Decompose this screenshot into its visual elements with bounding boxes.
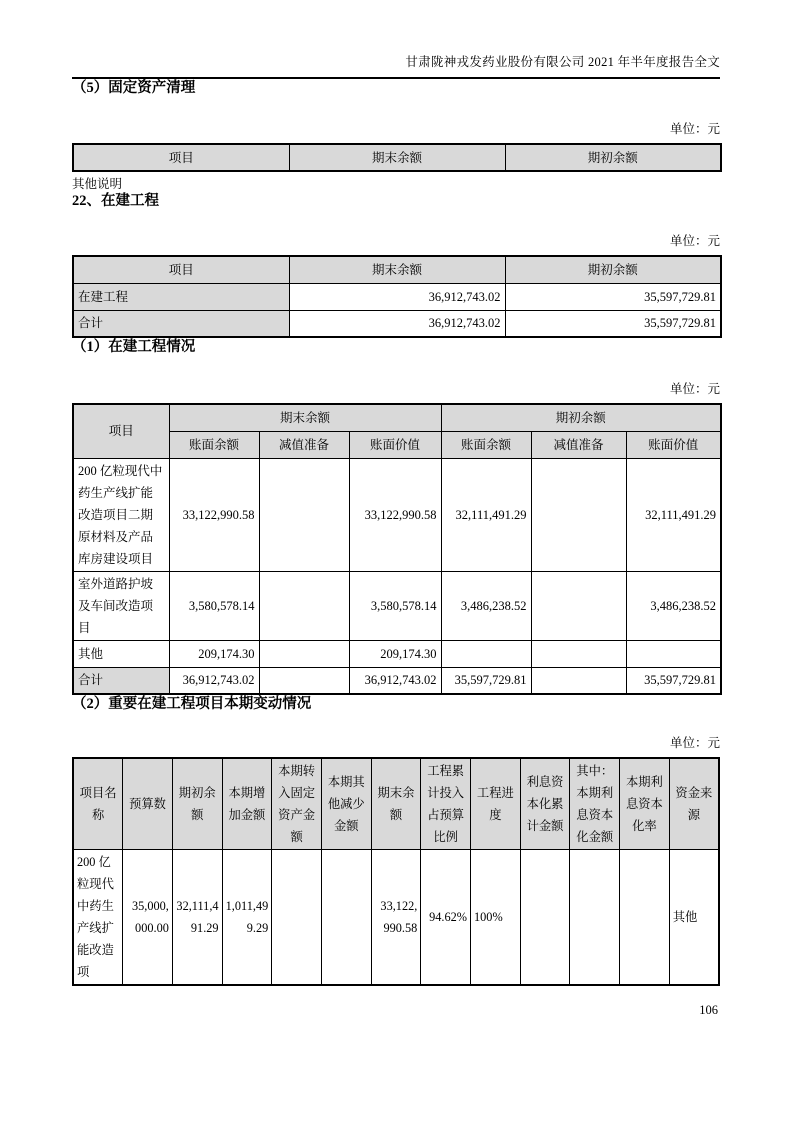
header-cell-item: 项目 xyxy=(73,404,169,458)
ending-balance-cell: 36,912,743.02 xyxy=(289,283,505,310)
total-row xyxy=(73,667,721,694)
header-cell-beginning-balance: 期初余额 xyxy=(505,144,721,171)
section-heading-cip-details: （1）在建工程情况 xyxy=(72,339,196,355)
value-cell: 3,486,238.52 xyxy=(626,571,721,640)
header-investment-to-budget-ratio: 工程累计投入占预算比例 xyxy=(421,758,471,850)
header-capitalized-interest-accumulated: 利息资本化累计金额 xyxy=(520,758,570,850)
header-current-increase: 本期增加金额 xyxy=(222,758,272,850)
header-cell-item: 项目 xyxy=(73,256,289,283)
header-other-decrease: 本期其他减少金额 xyxy=(321,758,371,850)
value-cell xyxy=(626,640,721,667)
value-cell xyxy=(259,571,349,640)
header-project-name: 项目名称 xyxy=(73,758,123,850)
header-cell-ending-balance: 期末余额 xyxy=(289,144,505,171)
header-beginning-balance: 期初余额 xyxy=(172,758,222,850)
beginning-balance-cell: 35,597,729.81 xyxy=(505,283,721,310)
value-cell: 3,486,238.52 xyxy=(441,571,531,640)
value-cell: 209,174.30 xyxy=(169,640,259,667)
fixed-asset-disposal-table xyxy=(72,143,722,172)
ending-balance-cell: 36,912,743.02 xyxy=(289,310,505,337)
table-header-row xyxy=(73,144,721,171)
section-heading-major-cip-changes: （2）重要在建工程项目本期变动情况 xyxy=(72,696,312,712)
unit-label: 单位：元 xyxy=(669,234,720,248)
value-cell xyxy=(259,640,349,667)
investment-ratio-cell: 94.62% xyxy=(421,850,471,986)
value-cell: 32,111,491.29 xyxy=(626,458,721,571)
section-heading-construction-in-progress: 22、在建工程 xyxy=(72,193,159,209)
subheader-book-value: 账面价值 xyxy=(349,431,441,458)
other-note: 其他说明 xyxy=(72,177,123,191)
subheader-impairment: 减值准备 xyxy=(259,431,349,458)
table-subheader-row xyxy=(73,431,721,458)
value-cell: 35,597,729.81 xyxy=(441,667,531,694)
value-cell xyxy=(259,458,349,571)
section-heading-fixed-asset-disposal: （5）固定资产清理 xyxy=(72,80,196,96)
header-ending-balance: 期末余额 xyxy=(371,758,421,850)
value-cell xyxy=(441,640,531,667)
ending-balance-cell: 33,122,990.58 xyxy=(371,850,421,986)
capitalization-rate-cell xyxy=(620,850,670,986)
table-row-project-1 xyxy=(73,458,721,571)
project-name-cell: 室外道路护坡及车间改造项目 xyxy=(73,571,169,640)
header-project-progress: 工程进度 xyxy=(471,758,521,850)
capitalized-interest-accumulated-cell xyxy=(520,850,570,986)
project-name-cell: 200 亿粒现代中药生产线扩能改造项 xyxy=(73,850,123,986)
header-budget: 预算数 xyxy=(123,758,173,850)
beginning-balance-cell: 35,597,729.81 xyxy=(505,310,721,337)
progress-cell: 100% xyxy=(471,850,521,986)
total-row xyxy=(73,310,721,337)
row-label-cell: 在建工程 xyxy=(73,283,289,310)
beginning-balance-cell: 32,111,491.29 xyxy=(172,850,222,986)
project-name-cell: 其他 xyxy=(73,640,169,667)
value-cell xyxy=(259,667,349,694)
document-header xyxy=(72,54,720,79)
total-label-cell: 合计 xyxy=(73,310,289,337)
subheader-book-value: 账面价值 xyxy=(626,431,721,458)
transferred-cell xyxy=(272,850,322,986)
unit-label: 单位：元 xyxy=(669,122,720,136)
value-cell: 3,580,578.14 xyxy=(169,571,259,640)
unit-label: 单位：元 xyxy=(669,736,720,750)
value-cell xyxy=(531,571,626,640)
budget-cell: 35,000,000.00 xyxy=(123,850,173,986)
value-cell: 3,580,578.14 xyxy=(349,571,441,640)
other-decrease-cell xyxy=(321,850,371,986)
table-row-project-2 xyxy=(73,571,721,640)
header-fund-source: 资金来源 xyxy=(669,758,719,850)
group-header-beginning-balance: 期初余额 xyxy=(441,404,721,431)
table-row-other xyxy=(73,640,721,667)
unit-label: 单位：元 xyxy=(669,382,720,396)
document-title: 甘肃陇神戎发药业股份有限公司 2021 年半年度报告全文 xyxy=(405,55,720,69)
value-cell: 36,912,743.02 xyxy=(349,667,441,694)
value-cell: 33,122,990.58 xyxy=(349,458,441,571)
value-cell: 32,111,491.29 xyxy=(441,458,531,571)
page-number: 106 xyxy=(699,1003,718,1017)
value-cell xyxy=(531,667,626,694)
cip-details-table xyxy=(72,403,722,695)
value-cell xyxy=(531,640,626,667)
value-cell: 209,174.30 xyxy=(349,640,441,667)
table-header-row xyxy=(73,256,721,283)
header-cell-ending-balance: 期末余额 xyxy=(289,256,505,283)
project-name-cell: 200 亿粒现代中药生产线扩能改造项目二期原材料及产品库房建设项目 xyxy=(73,458,169,571)
table-row-project xyxy=(73,850,719,986)
subheader-book-balance: 账面余额 xyxy=(169,431,259,458)
group-header-ending-balance: 期末余额 xyxy=(169,404,441,431)
header-cell-beginning-balance: 期初余额 xyxy=(505,256,721,283)
total-label-cell: 合计 xyxy=(73,667,169,694)
value-cell: 35,597,729.81 xyxy=(626,667,721,694)
capitalized-interest-current-cell xyxy=(570,850,620,986)
header-cell-item: 项目 xyxy=(73,144,289,171)
value-cell xyxy=(531,458,626,571)
header-transferred-to-fixed-assets: 本期转入固定资产金额 xyxy=(272,758,322,850)
header-capitalized-interest-current: 其中：本期利息资本化金额 xyxy=(570,758,620,850)
subheader-impairment: 减值准备 xyxy=(531,431,626,458)
table-group-header-row xyxy=(73,404,721,431)
construction-in-progress-table xyxy=(72,255,722,338)
table-header-row xyxy=(73,758,719,850)
current-increase-cell: 1,011,499.29 xyxy=(222,850,272,986)
header-capitalization-rate: 本期利息资本化率 xyxy=(620,758,670,850)
major-cip-changes-table xyxy=(72,757,720,986)
fund-source-cell: 其他 xyxy=(669,850,719,986)
value-cell: 36,912,743.02 xyxy=(169,667,259,694)
table-row xyxy=(73,283,721,310)
subheader-book-balance: 账面余额 xyxy=(441,431,531,458)
value-cell: 33,122,990.58 xyxy=(169,458,259,571)
